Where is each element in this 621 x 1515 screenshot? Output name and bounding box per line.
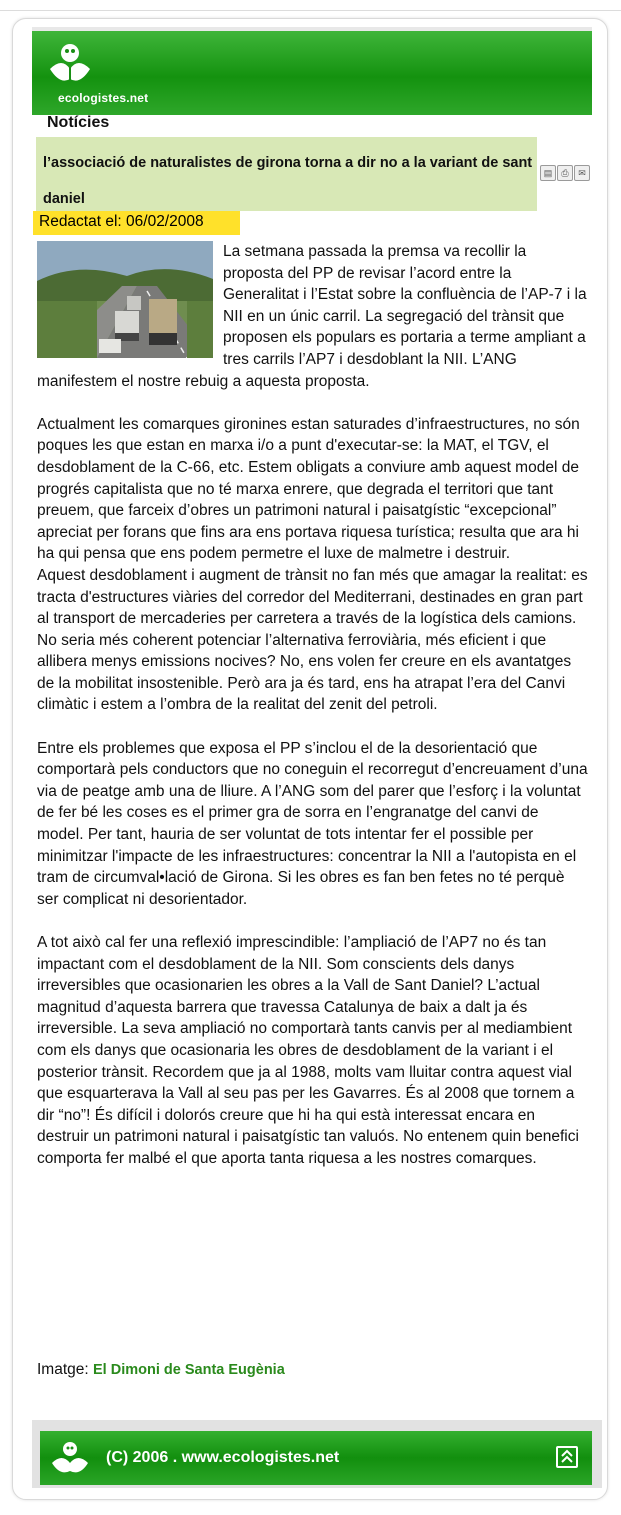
site-footer <box>40 1431 592 1485</box>
footer-copyright: (C) 2006 . www.ecologistes.net <box>106 1449 340 1466</box>
article-tools <box>540 165 590 181</box>
article-paragraph-4: Entre els problemes que exposa el PP s’inclou el de la desorientació que comportarà pels conductors que no coneguin el recorregut d’encreuament d’una via de peatge amb una de lliure. A l’ANG som del parer que l’esforç i la voluntat de fer bé les coses es el primer gra de sorra en l’engranatge del canvi de model. Per tant, hauria de ser voluntat de tots intentar fer el possible per minimitzar l'impacte de les infraestructures: concentrar la NII a l'autopista en el tram de circumval•lació de Girona. Si les obres es fan ben fetes no té perquè ser complicat ni desorientador. <box>37 739 588 908</box>
footer-logo[interactable] <box>48 1439 94 1479</box>
article-title-box <box>36 137 537 211</box>
date-badge <box>33 211 240 235</box>
article-paragraph-3: Aquest desdoblament i augment de trànsit no fan més que amagar la realitat: es tracta d'estructures viàries del corredor del Mediterrani, destinades en gran part al transport de mercaderies per carretera a través de la logística dels camions. No seria més coherent potenciar l’alternativa ferroviària, més eficient i que allibera menys emissions nocives? No, ens volen fer creure en els avantatges de la mobilitat insostenible. Però ara ja és tard, ens ha atrapat l’era del Canvi climàtic i estem a l’ombra de la realitat del zenit del petroli. <box>37 566 588 714</box>
article-title[interactable]: l’associació de naturalistes de girona torna a dir no a la variant de sant daniel <box>43 155 533 207</box>
email-icon[interactable]: ✉ <box>574 165 590 181</box>
footer-container <box>32 1420 602 1488</box>
article-paragraph-1: La setmana passada la premsa va recollir la proposta del PP de revisar l’acord entre la Generalitat i l’Estat sobre la confluència de l’AP-7 i la NII en un únic carril. La segregació del trànsit que proposen els populars es portaria a terme ampliant a tres carrils l’AP7 i desdoblant la NII. L’ANG manifestem el nostre rebuig a aquesta proposta. <box>37 243 587 390</box>
leaf-mascot-icon <box>48 1439 94 1479</box>
top-divider <box>0 10 621 11</box>
print-icon[interactable]: ⎙ <box>557 165 573 181</box>
pdf-icon[interactable]: ▤ <box>540 165 556 181</box>
article-paragraph-5: A tot això cal fer una reflexió imprescindible: l’ampliació de l’AP7 no és tan impactant com el desdoblament de la NII. Som conscients dels danys irreversibles que ocasionarien les obres a la Vall de Sant Daniel? L’actual magnitud d’aquesta barrera que travessa Catalunya de baix a dalt ja és irreversible. La seva ampliació no comportarà tants canvis per al mediambient com els danys que ocasionaria les obres de desdoblament de la variant i el posterior trànsit. Recordem que ja al 1988, molts vam lluitar contra aquest vial que esquarterava la Vall al seu pas per les Gavarres. És al 2008 que tornem a dir “no”! És difícil i dolorós creure que hi ha qui està interessat encara en destruir un patrimoni natural i paisatgístic tan valuós. No entenem quin benefici comporta fer malbé el que aporta tanta riquesa a les nostres comarques. <box>37 934 579 1167</box>
credit-link[interactable]: El Dimoni de Santa Eugènia <box>93 1362 285 1378</box>
credit-label: Imatge: <box>37 1361 89 1378</box>
article-paragraph-2: Actualment les comarques gironines estan saturades d’infraestructures, no són poques les que estan en marxa i/o a punt d'executar-se: la MAT, el TGV, el desdoblament de la C-66, etc. Estem obligats a conviure amb aquest model de progrés capitalista que no té marxa enrere, que degrada el territori que tant preuem, que farceix d’obres un patrimoni natural i paisatgístic “excepcional” apreciat per forans que fins ara ens portava riquesa turística; resulta que ara hi ha qui pensa que ens podem permetre el luxe de malmetre i destruir. <box>37 415 580 563</box>
article-body <box>37 241 589 1191</box>
scroll-top-icon[interactable] <box>556 1446 578 1468</box>
site-logo[interactable] <box>44 39 154 109</box>
image-spacer <box>37 241 223 359</box>
leaf-mascot-icon <box>44 39 134 91</box>
image-credit <box>37 1361 285 1379</box>
date-label: Redactat el: 06/02/2008 <box>39 213 204 230</box>
logo-text: ecologistes.net <box>58 91 149 105</box>
site-header <box>32 27 592 115</box>
section-title: Notícies <box>47 114 110 131</box>
